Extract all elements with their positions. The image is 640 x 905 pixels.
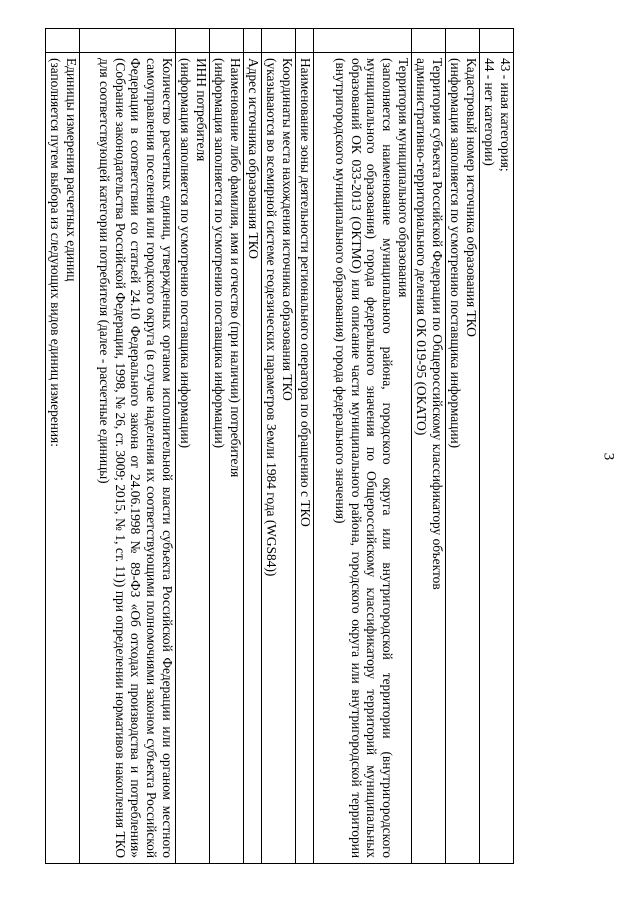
left-cell: [46, 29, 80, 53]
table-row: [314, 29, 412, 864]
row-text: Территория субъекта Российской Федерации по Общероссийскому классификатору объектов: [430, 58, 445, 590]
row-text: Кадастровый номер источника образования ТКО: [464, 58, 479, 337]
page-number: 3: [600, 452, 617, 461]
row-text: Единицы измерения расчетных единиц: [64, 58, 79, 282]
left-cell: [176, 29, 210, 53]
row-paragraph: Количество расчетных единиц, утвержденных органом исполнительной власти субъекта Российской Федерации или органом местного самоуправления поселения или городского округа (в случае наделения их соответствующими полномочиями законом субъекта Российской Федерации в соответствии со статьей 24.10 Федерального закона от 24.06.1998 № 89-ФЗ «Об отходах производства и потребления» (Собрание законодательства Российской Федерации, 1998, № 26, ст. 3009; 2015, № 1, ст. 11)) при определении нормативов накопления ТКО для соответствующей категории потребителя (далее - расчетные единицы): [96, 58, 175, 858]
table-row: [446, 29, 480, 864]
table-row: [262, 29, 296, 864]
row-cell: [210, 53, 244, 864]
table-row: [176, 29, 210, 864]
table-row: [210, 29, 244, 864]
row-text: Наименование либо фамилия, имя и отчество (при наличии) потребителя: [228, 58, 243, 478]
row-text: Адрес источника образования ТКО: [246, 58, 261, 259]
row-cell: [296, 53, 314, 864]
row-cell: [176, 53, 210, 864]
row-text: (информация заполняется по усмотрению поставщика информации): [212, 58, 228, 449]
left-cell: [314, 29, 412, 53]
row-text: административно-территориального деления ОК 019-95 (ОКАТО): [414, 58, 430, 436]
row-text: ИНН потребителя: [194, 58, 209, 162]
left-cell: [262, 29, 296, 53]
left-cell: [480, 29, 514, 53]
row-cell: [446, 53, 480, 864]
row-cell: [412, 53, 446, 864]
table-row: [480, 29, 514, 864]
left-cell: [412, 29, 446, 53]
row-text: Наименование зоны деятельности регионального оператора по обращению с ТКО: [298, 58, 313, 527]
row-text: (информация заполняется по усмотрению поставщика информации): [178, 58, 194, 449]
row-text: 44 - нет категории): [482, 58, 498, 166]
left-cell: [244, 29, 262, 53]
document-table: [45, 28, 514, 864]
row-cell: [46, 53, 80, 864]
table-row: [46, 29, 80, 864]
row-cell: [80, 53, 176, 864]
row-paragraph: (заполняется наименование муниципального района, городского округа или внутригородской территории (внутригородского муниципального образования) города федерального значения по Общероссийскому классификатору территорий муниципальных образований ОК 033-2013 (ОКТМО) или описание части муниципального района, городского округа или внутригородской территории (внутригородского муниципального образования) города федерального значения): [332, 58, 396, 858]
row-cell: [314, 53, 412, 864]
document-table-container: [48, 28, 514, 864]
table-row: [80, 29, 176, 864]
left-cell: [80, 29, 176, 53]
left-cell: [446, 29, 480, 53]
left-cell: [296, 29, 314, 53]
row-text: 43 - иная категория;: [498, 58, 513, 172]
row-text: Координаты места нахождения источника образования ТКО: [280, 58, 295, 401]
row-text: (информация заполняется по усмотрению поставщика информации): [448, 58, 464, 449]
row-text: (заполняется путем выбора из следующих видов единиц измерения:: [48, 58, 64, 447]
row-text: Территория муниципального образования: [396, 58, 411, 298]
left-cell: [210, 29, 244, 53]
row-text: (указываются во всемирной системе геодезических параметров Земли 1984 года (WGS84)): [264, 58, 280, 577]
table-row: [296, 29, 314, 864]
row-cell: [262, 53, 296, 864]
table-row: [412, 29, 446, 864]
row-cell: [480, 53, 514, 864]
table-row: [244, 29, 262, 864]
row-cell: [244, 53, 262, 864]
